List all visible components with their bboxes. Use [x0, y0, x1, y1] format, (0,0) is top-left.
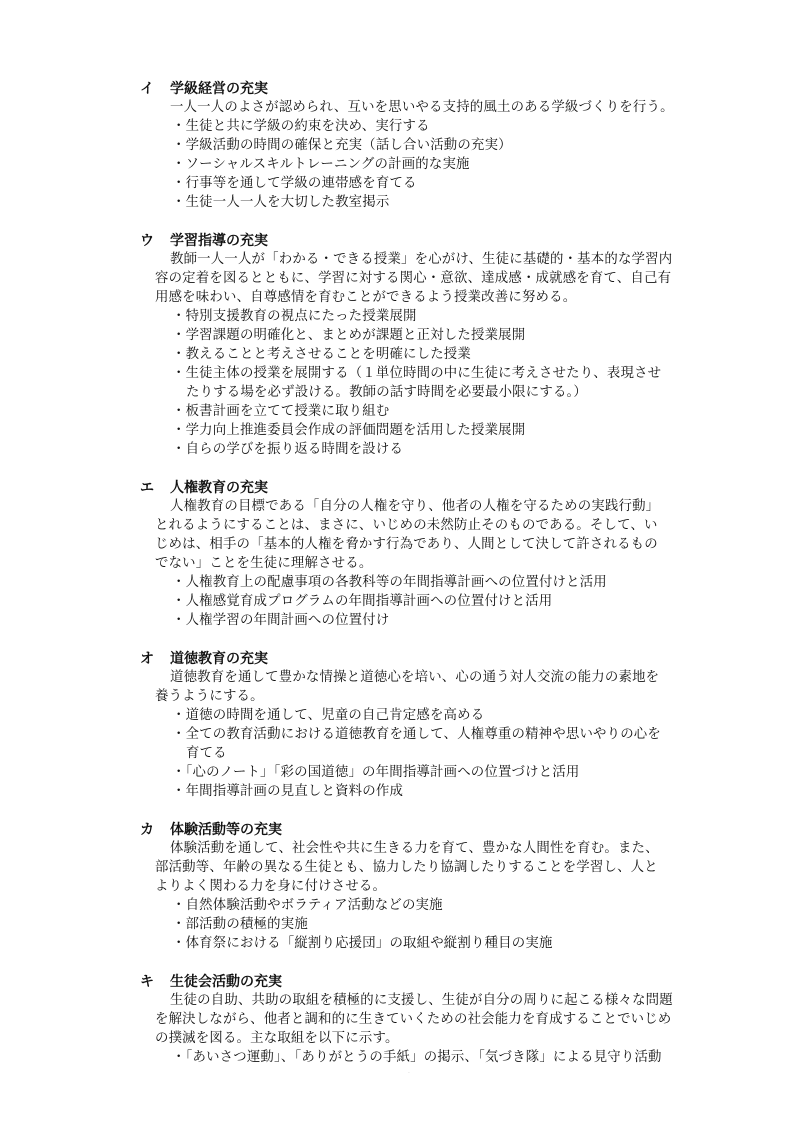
list-item: ・「あいさつ運動」、「ありがとうの手紙」の掲示、「気づき隊」による見守り活動	[172, 1050, 662, 1065]
section-heading	[138, 821, 698, 839]
section-intro: 一人一人のよさが認められ、互いを思いやる支持的風土のある学級づくりを行う。	[170, 100, 674, 115]
list-item: ・生徒と共に学級の約束を決め、実行する	[172, 119, 430, 134]
section-title: 体験活動等の充実	[170, 822, 282, 838]
section-intro-line: の撲滅を図る。主な取組を以下に示す。	[155, 1031, 399, 1046]
section-title: 道徳教育の充実	[170, 651, 268, 667]
section-class-management	[138, 80, 698, 212]
list-item: ・教えることと考えさせることを明確にした授業	[172, 347, 471, 362]
section-intro-line: 用感を味わい、自尊感情を育むことができるよう授業改善に努める。	[155, 290, 577, 305]
section-mark: オ	[140, 651, 154, 667]
section-student-council	[138, 973, 698, 1067]
list-item: ・生徒主体の授業を展開する（１単位時間の中に生徒に考えさせたり、表現させ たりする場を必ず設ける。教師の話す時間を必要最小限にする。）	[172, 366, 662, 400]
section-heading	[138, 80, 698, 98]
list-item: ・年間指導計画の見直しと資料の作成	[172, 784, 404, 799]
section-intro-line: 容の定着を図るとともに、学習に対する関心・意欲、達成感・成就感を育て、自己有	[155, 271, 672, 286]
section-intro-line: 道徳教育を通して豊かな情操と道徳心を培い、心の通う対人交流の能力の素地を	[170, 670, 660, 685]
section-intro-line: 部活動等、年齢の異なる生徒とも、協力したり協調したりすることを学習し、人と	[155, 860, 658, 875]
page-footer-mark: .	[408, 1068, 410, 1075]
section-heading	[138, 650, 698, 668]
section-title: 学級経営の充実	[170, 81, 268, 97]
list-item: ・ソーシャルスキルトレーニングの計画的な実施	[172, 157, 470, 172]
section-intro-line: 生徒の自助、共助の取組を積極的に支援し、生徒が自分の周りに起こる様々な問題	[170, 993, 673, 1008]
bullet-list	[138, 896, 698, 953]
section-mark: キ	[140, 974, 154, 990]
section-learning-guidance	[138, 232, 698, 459]
section-title: 学習指導の充実	[170, 233, 268, 249]
section-mark: ウ	[140, 233, 154, 249]
list-item: ・「心のノート」「彩の国道徳」の年間指導計画への位置づけと活用	[172, 765, 580, 780]
list-item: ・学力向上推進委員会作成の評価問題を活用した授業展開	[172, 423, 526, 438]
section-experiential-activities	[138, 821, 698, 953]
list-item: ・行事等を通して学級の連帯感を育てる	[172, 176, 417, 191]
list-item: ・生徒一人一人を大切した教室掲示	[172, 195, 390, 210]
section-intro-line: 教師一人一人が「わかる・できる授業」を心がけ、生徒に基礎的・基本的な学習内	[170, 252, 673, 267]
list-item: ・体育祭における「縦割り応援団」の取組や縦割り種目の実施	[172, 936, 553, 951]
list-item: ・自然体験活動やボラティア活動などの実施	[172, 898, 443, 913]
bullet-list	[138, 307, 698, 459]
section-moral-education	[138, 650, 698, 801]
section-mark: エ	[140, 480, 154, 496]
section-title: 人権教育の充実	[170, 480, 268, 496]
list-item: ・人権感覚育成プログラムの年間指導計画への位置付けと活用	[172, 594, 553, 609]
list-item: ・人権教育上の配慮事項の各教科等の年間指導計画への位置付けと活用	[172, 575, 607, 590]
section-intro-line: 体験活動を通して、社会性や共に生きる力を育て、豊かな人間性を育む。また、	[170, 841, 659, 856]
section-intro-line: 人権教育の目標である「自分の人権を守り、他者の人権を守るための実践行動」	[170, 499, 660, 514]
section-heading	[138, 973, 698, 991]
list-item: ・部活動の積極的実施	[172, 917, 308, 932]
section-title: 生徒会活動の充実	[170, 974, 282, 990]
list-item: ・特別支援教育の視点にたった授業展開	[172, 309, 417, 324]
list-item: ・板書計画を立てて授業に取り組む	[172, 404, 390, 419]
section-human-rights	[138, 479, 698, 630]
list-item: ・人権学習の年間計画への位置付け	[172, 613, 390, 628]
list-item: ・道徳の時間を通して、児童の自己肯定感を高める	[172, 708, 485, 723]
section-intro-line: でない」ことを生徒に理解させる。	[155, 556, 373, 571]
section-mark: イ	[140, 81, 154, 97]
bullet-list	[138, 1048, 698, 1067]
list-item: ・学習課題の明確化と、まとめが課題と正対した授業展開	[172, 328, 526, 343]
section-intro-line: じめは、相手の「基本的人権を脅かす行為であり、人間として決して許されるもの	[155, 537, 658, 552]
bullet-list	[138, 706, 698, 801]
section-mark: カ	[140, 822, 154, 838]
bullet-list	[138, 573, 698, 630]
section-intro-line: よりよく関わる力を身に付けさせる。	[155, 879, 387, 894]
list-item: ・自らの学びを振り返る時間を設ける	[172, 442, 404, 457]
bullet-list	[138, 117, 698, 212]
list-item: ・全ての教育活動における道徳教育を通して、人権尊重の精神や思いやりの心を 育てる	[172, 727, 661, 761]
section-heading	[138, 232, 698, 250]
list-item: ・学級活動の時間の確保と充実（話し合い活動の充実）	[172, 138, 512, 153]
section-intro-line: とれるようにすることは、まさに、いじめの未然防止そのものである。そして、い	[155, 518, 658, 533]
section-intro-line: を解決しながら、他者と調和的に生きていくための社会能力を育成することでいじめ	[155, 1012, 672, 1027]
document-page	[138, 80, 698, 1067]
section-heading	[138, 479, 698, 497]
section-intro-line: 養うようにする。	[155, 689, 264, 704]
